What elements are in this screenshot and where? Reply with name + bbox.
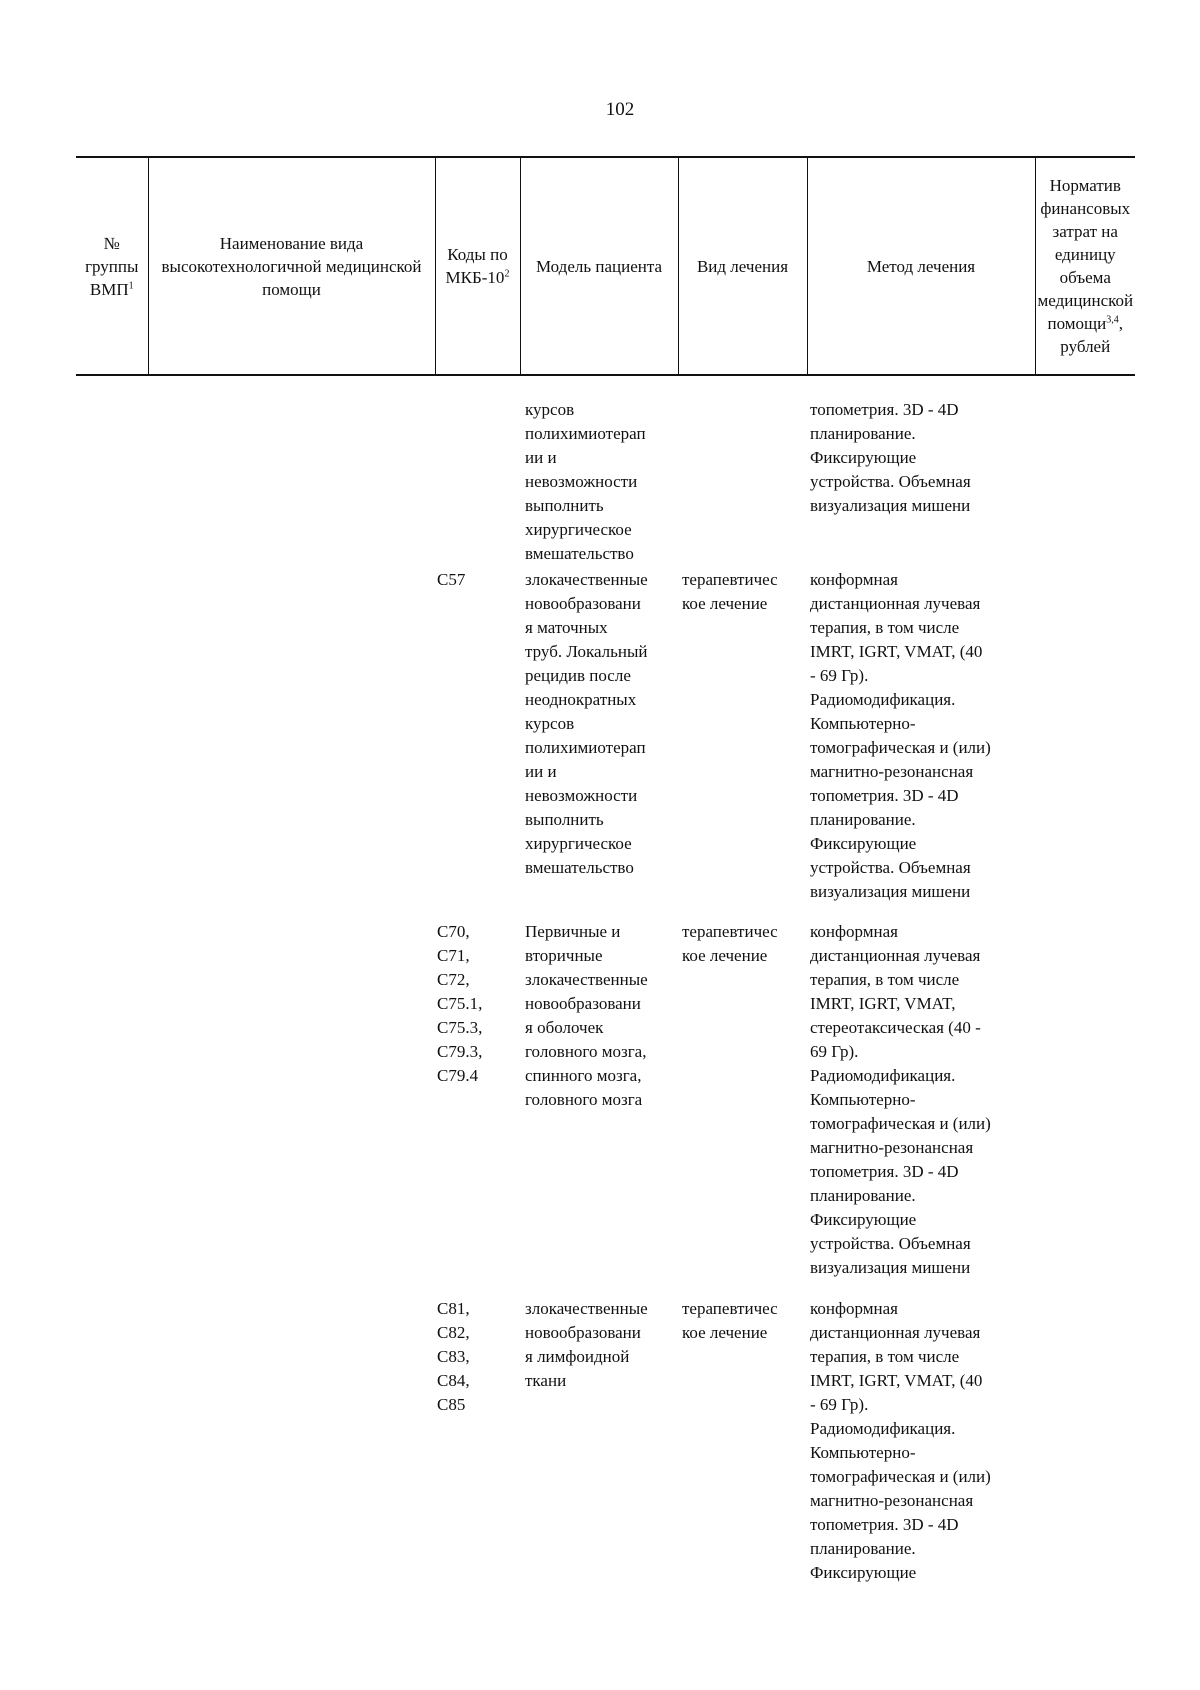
header-icd-codes-label: Коды по МКБ-10 [445,245,508,287]
header-cost-norm [1035,157,1135,375]
header-patient-model: Модель пациента [520,157,678,375]
icd-codes-cell: C70, C71, C72, C75.1, C75.3, C79.3, C79.4 [437,922,483,1085]
icd-codes-cell: C81, C82, C83, C84, C85 [437,1299,470,1414]
header-cost-norm-unit: , рублей [1060,314,1123,356]
treatment-method-cell: конформная дистанционная лучевая терапия, в том числе IMRT, IGRT, VMAT, (40 - 69 Гр). Радиомодификация. Компьютерно- томографическая и (или) магнитно-резонансная топометрия. 3D - 4D планирование. Фиксирующие [810,1299,991,1582]
treatment-method-cell: топометрия. 3D - 4D планирование. Фиксирующие устройства. Объемная визуализация мишени [810,400,971,515]
header-care-type-name: Наименование вида высокотехнологичной медицинской помощи [148,157,435,375]
header-group-number [76,157,148,375]
header-treatment-type: Вид лечения [678,157,807,375]
page-number: 102 [605,99,635,120]
icd-codes-cell: C57 [437,570,466,589]
treatment-method-cell: конформная дистанционная лучевая терапия, в том числе IMRT, IGRT, VMAT, (40 - 69 Гр). Радиомодификация. Компьютерно- томографическая и (или) магнитно-резонансная топометрия. 3D - 4D планирование. Фиксирующие устройства. Объемная визуализация мишени [810,570,991,901]
footnote-2: 2 [504,268,510,280]
patient-model-cell: злокачественные новообразовани я маточных труб. Локальный рецидив после неоднократных курсов полихимиотерап ии и невозможности выполнить хирургическое вмешательство [525,570,648,877]
treatment-type-cell: терапевтичес кое лечение [682,922,778,965]
footnote-1: 1 [128,279,134,291]
header-treatment-method: Метод лечения [807,157,1035,375]
treatment-type-cell: терапевтичес кое лечение [682,570,778,613]
header-group-number-label: № группы ВМП [85,233,139,299]
footnote-3-4: 3,4 [1106,314,1119,326]
treatment-method-cell: конформная дистанционная лучевая терапия, в том числе IMRT, IGRT, VMAT, стереотаксическая (40 - 69 Гр). Радиомодификация. Компьютерно- томографическая и (или) магнитно-резонансная топометрия. 3D - 4D планирование. Фиксирующие устройства. Объемная визуализация мишени [810,922,991,1277]
treatment-type-cell: терапевтичес кое лечение [682,1299,778,1342]
patient-model-cell: курсов полихимиотерап ии и невозможности выполнить хирургическое вмешательство [525,400,646,563]
patient-model-cell: Первичные и вторичные злокачественные новообразовани я оболочек головного мозга, спинного мозга, головного мозга [525,922,648,1109]
header-icd-codes [435,157,520,375]
table-header [76,156,1135,376]
header-cost-norm-label: Норматив финансовых затрат на единицу объема медицинской помощи [1037,176,1134,333]
patient-model-cell: злокачественные новообразовани я лимфоидной ткани [525,1299,648,1390]
